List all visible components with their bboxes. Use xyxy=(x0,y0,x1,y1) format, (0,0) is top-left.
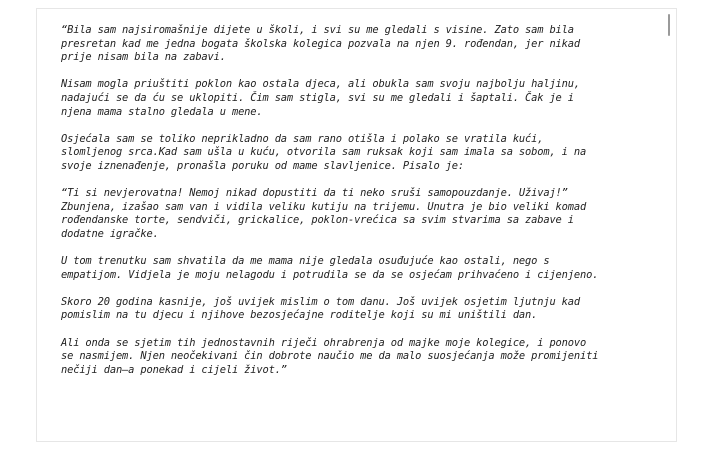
scrollbar-thumb[interactable] xyxy=(668,14,670,36)
document-body xyxy=(61,24,661,391)
paragraph-5: U tom trenutku sam shvatila da me mama nije gledala osuđujuće kao ostali, nego s empatijom. Vidjela je moju nelagodu i potrudila se da se osjećam prihvaćeno i cijenjeno. xyxy=(61,255,599,281)
paragraph-7: Ali onda se sjetim tih jednostavnih riječi ohrabrenja od majke moje kolegice, i ponovo se nasmijem. Njen neočekivani čin dobrote naučio me da malo suosjećanja može promijeniti nečiji dan—a ponekad i cijeli život.” xyxy=(61,336,599,376)
paragraph-3: Osjećala sam se toliko neprikladno da sam rano otišla i polako se vratila kući, slomljenog srca.Kad sam ušla u kuću, otvorila sam ruksak koji sam imala sa sobom, i na svoje iznenađenje, pronašla poruku od mame slavljenice. Pisalo je: xyxy=(61,132,587,172)
paragraph-1: “Bila sam najsiromašnije dijete u školi, i svi su me gledali s visine. Zato sam bila presretan kad me jedna bogata školska kolegica pozvala na njen 9. rođendan, jer nikad prije nisam bila na zabavi. xyxy=(61,24,580,64)
vertical-scrollbar[interactable] xyxy=(666,9,674,441)
paragraph-2: Nisam mogla priuštiti poklon kao ostala djeca, ali obukla sam svoju najbolju haljinu, nadajući se da ću se uklopiti. Čim sam stigla, svi su me gledali i šaptali. Čak je i njena mama stalno gledala u mene. xyxy=(61,78,580,118)
paragraph-4: “Ti si nevjerovatna! Nemoj nikad dopustiti da ti neko sruši samopouzdanje. Uživaj!” Zbunjena, izašao sam van i vidila veliku kutiju na trijemu. Unutra je bio veliki komad rođendanske torte, sendviči, grickalice, poklon-vrećica sa svim stvarima sa zabave i dodatne igračke. xyxy=(61,187,587,240)
text-viewer[interactable] xyxy=(36,8,677,442)
paragraph-6: Skoro 20 godina kasnije, još uvijek mislim o tom danu. Još uvijek osjetim ljutnju kad pomislim na tu djecu i njihove bezosjećajne roditelje koji su mi uništili dan. xyxy=(61,295,580,322)
